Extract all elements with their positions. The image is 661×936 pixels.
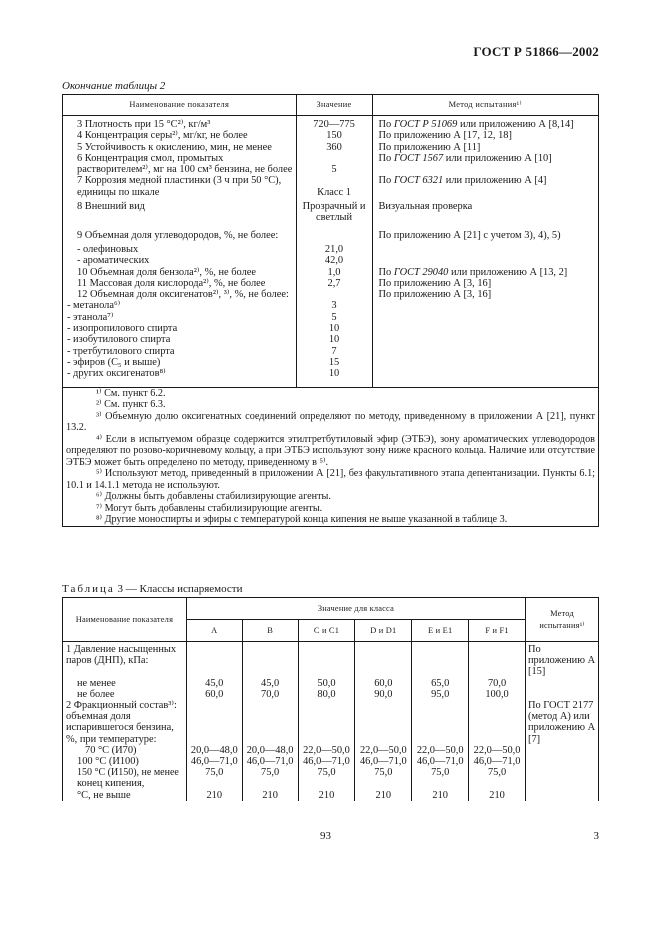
table-row: [63, 153, 599, 176]
row-value: Класс 1: [296, 175, 372, 198]
row-method: По ГОСТ 29040 или приложению А [13, 2]: [372, 267, 599, 278]
row-method: [372, 357, 599, 368]
row-name: - этанола⁷⁾: [63, 312, 297, 323]
table-row: [63, 689, 599, 700]
row-method: По ГОСТ 2177 (метод А) или приложению А [7]: [526, 700, 599, 745]
row-value: [469, 700, 526, 745]
row-value: 95,0: [412, 689, 469, 700]
row-name: - ароматических: [63, 255, 297, 266]
row-name: 4 Концентрация серы²⁾, мг/кг, не более: [63, 130, 297, 141]
row-name: конец кипения, °С, не выше: [63, 778, 187, 800]
row-name: 8 Внешний вид: [63, 198, 297, 224]
row-value: 7: [296, 346, 372, 357]
row-value: 80,0: [298, 689, 355, 700]
row-value: 21,0: [296, 241, 372, 255]
row-value: 10: [296, 368, 372, 387]
document-header: ГОСТ Р 51866—2002: [473, 44, 599, 59]
table-row: [63, 368, 599, 387]
row-value: 22,0—50,0: [355, 745, 412, 756]
row-name: - изобутилового спирта: [63, 334, 297, 345]
row-value: 22,0—50,0: [469, 745, 526, 756]
row-value: 46,0—71,0: [298, 756, 355, 767]
table-row: [63, 224, 599, 241]
row-name: 3 Плотность при 15 °С²⁾, кг/м³: [63, 116, 297, 131]
row-value: Прозрачный и светлый: [296, 198, 372, 224]
row-value: 45,0: [186, 678, 242, 689]
row-method: По ГОСТ 1567 или приложению А [10]: [372, 153, 599, 176]
row-value: 210: [242, 778, 298, 800]
row-value: 2,7: [296, 278, 372, 289]
row-method: [372, 334, 599, 345]
row-name: 1 Давление насыщенных паров (ДНП), кПа:: [63, 642, 187, 678]
row-value: [355, 642, 412, 678]
row-value: 75,0: [412, 767, 469, 778]
class-header: Е и Е1: [412, 620, 469, 642]
row-value: 15: [296, 357, 372, 368]
table2-header-method: Метод испытания¹⁾: [372, 95, 599, 116]
row-value: 75,0: [298, 767, 355, 778]
table-2: [62, 94, 599, 527]
row-value: 5: [296, 312, 372, 323]
row-name: 7 Коррозия медной пластинки (3 ч при 50 °С), единицы по шкале: [63, 175, 297, 198]
row-method: [526, 756, 599, 767]
row-method: По приложению А [21] с учетом 3), 4), 5): [372, 224, 599, 241]
row-method: По приложению А [15]: [526, 642, 599, 678]
row-value: 20,0—48,0: [186, 745, 242, 756]
row-value: 60,0: [186, 689, 242, 700]
row-value: 10: [296, 334, 372, 345]
row-method: [372, 300, 599, 311]
row-value: 360: [296, 142, 372, 153]
row-method: [372, 323, 599, 334]
row-method: [372, 255, 599, 266]
table-row: [63, 334, 599, 345]
class-header: D и D1: [355, 620, 412, 642]
footnote: ⁶⁾ Должны быть добавлены стабилизирующие агенты.: [96, 491, 331, 503]
row-method: По приложению А [3, 16]: [372, 289, 599, 300]
footnote: ²⁾ См. пункт 6.3.: [96, 399, 166, 411]
row-value: [242, 642, 298, 678]
row-value: [469, 642, 526, 678]
row-value: 70,0: [469, 678, 526, 689]
row-method: [526, 767, 599, 778]
row-value: 22,0—50,0: [298, 745, 355, 756]
row-method: [526, 778, 599, 800]
table-row: [63, 357, 599, 368]
row-value: 60,0: [355, 678, 412, 689]
table-row: [63, 278, 599, 289]
row-name: 6 Концентрация смол, промытых растворителем²⁾, мг на 100 см³ бензина, не более: [63, 153, 297, 176]
row-value: 1,0: [296, 267, 372, 278]
row-name: - третбутилового спирта: [63, 346, 297, 357]
row-method: [372, 346, 599, 357]
row-method: По приложению А [11]: [372, 142, 599, 153]
table-row: [63, 241, 599, 255]
row-value: [412, 642, 469, 678]
table-row: [63, 700, 599, 745]
row-value: 210: [355, 778, 412, 800]
table-row: [63, 175, 599, 198]
row-name: 12 Объемная доля оксигенатов²⁾, ³⁾, %, не более:: [63, 289, 297, 300]
row-value: 42,0: [296, 255, 372, 266]
row-method: По приложению А [17, 12, 18]: [372, 130, 599, 141]
row-method: Визуальная проверка: [372, 198, 599, 224]
class-header: А: [186, 620, 242, 642]
row-method: По ГОСТ 6321 или приложению А [4]: [372, 175, 599, 198]
table-row: [63, 778, 599, 800]
table2-header-name: Наименование показателя: [63, 95, 297, 116]
row-method: [372, 312, 599, 323]
row-value: 720—775: [296, 116, 372, 131]
row-value: 75,0: [186, 767, 242, 778]
page-number-center: 93: [320, 830, 331, 842]
table2-caption: Окончание таблицы 2: [62, 80, 166, 92]
row-value: 100,0: [469, 689, 526, 700]
row-value: 3: [296, 300, 372, 311]
footnote: ⁴⁾ Если в испытуемом образце содержится этилтретбутиловый эфир (ЭТБЭ), зону ароматических углеводородов определяют по розово-коричневому кольцу, а при ЭТБЭ используют зону ниже красного кольца. Наличие или отсутствие ЭТБЭ может быть определено по методу, приведенному в ⁵⁾.: [66, 433, 595, 468]
row-value: 210: [186, 778, 242, 800]
row-value: [296, 289, 372, 300]
footnote: ⁸⁾ Другие моноспирты и эфиры с температурой конца кипения не выше указанной в таблице 3.: [96, 514, 508, 526]
row-name: 11 Массовая доля кислорода²⁾, %, не более: [63, 278, 297, 289]
table-row: [63, 267, 599, 278]
row-value: [186, 642, 242, 678]
page-number-right: 3: [593, 830, 599, 842]
table-row: [63, 312, 599, 323]
row-value: [355, 700, 412, 745]
row-name: - метанола⁶⁾: [63, 300, 297, 311]
row-name: 5 Устойчивость к окислению, мин, не менее: [63, 142, 297, 153]
row-method: [526, 689, 599, 700]
row-method: [526, 678, 599, 689]
row-name: - олефиновых: [63, 241, 297, 255]
table-row: [63, 289, 599, 300]
row-value: 70,0: [242, 689, 298, 700]
row-name: не менее: [63, 678, 187, 689]
row-value: 20,0—48,0: [242, 745, 298, 756]
row-name: 150 °С (И150), не менее: [63, 767, 187, 778]
table-row: [63, 198, 599, 224]
table-row: [63, 767, 599, 778]
row-value: 46,0—71,0: [242, 756, 298, 767]
table-row: [63, 300, 599, 311]
row-value: 210: [412, 778, 469, 800]
class-header: F и F1: [469, 620, 526, 642]
table-row: [63, 678, 599, 689]
row-value: 46,0—71,0: [412, 756, 469, 767]
table-row: [63, 142, 599, 153]
row-value: [412, 700, 469, 745]
row-name: не более: [63, 689, 187, 700]
table-row: [63, 323, 599, 334]
row-value: 75,0: [355, 767, 412, 778]
row-name: 9 Объемная доля углеводородов, %, не более:: [63, 224, 297, 241]
table3-caption: Таблица 3 — Классы испаряемости: [62, 583, 243, 595]
row-value: 65,0: [412, 678, 469, 689]
row-method: [372, 241, 599, 255]
table2-footnotes-row: [63, 387, 599, 526]
row-method: [526, 745, 599, 756]
row-value: 210: [469, 778, 526, 800]
row-method: По приложению А [3, 16]: [372, 278, 599, 289]
row-value: 150: [296, 130, 372, 141]
row-name: 70 °С (И70): [63, 745, 187, 756]
class-header: В: [242, 620, 298, 642]
row-value: 50,0: [298, 678, 355, 689]
row-name: - изопропилового спирта: [63, 323, 297, 334]
footnote: ⁵⁾ Используют метод, приведенный в приложении А [21], без факультативного этапа депентанизации. Пункты 6.1; 10.1 и 14.1.1 метода не используют.: [66, 468, 595, 491]
row-name: 10 Объемная доля бензола²⁾, %, не более: [63, 267, 297, 278]
table-row: [63, 642, 599, 678]
row-value: 75,0: [242, 767, 298, 778]
table-row: [63, 255, 599, 266]
row-method: [372, 368, 599, 387]
row-value: 10: [296, 323, 372, 334]
table-3: [62, 597, 599, 801]
row-value: 90,0: [355, 689, 412, 700]
table-row: [63, 745, 599, 756]
table3-header-group: Значение для класса: [186, 598, 525, 620]
row-value: [186, 700, 242, 745]
table2-footnotes: [63, 387, 599, 526]
row-value: [298, 700, 355, 745]
row-value: 45,0: [242, 678, 298, 689]
row-name: - других оксигенатов⁸⁾: [63, 368, 297, 387]
row-name: 2 Фракционный состав³⁾: объемная доля испарившегося бензина, %, при температуре:: [63, 700, 187, 745]
table-row: [63, 116, 599, 131]
row-name: - эфиров (С₅ и выше): [63, 357, 297, 368]
class-header: С и С1: [298, 620, 355, 642]
footnote: ¹⁾ См. пункт 6.2.: [96, 387, 166, 399]
footnote: ³⁾ Объемную долю оксигенатных соединений определяют по методу, приведенному в приложении А [21], пункт 13.2.: [66, 410, 595, 434]
table3-header-method: Метод испытания¹⁾: [526, 598, 599, 642]
row-value: [298, 642, 355, 678]
footnote: ⁷⁾ Могут быть добавлены стабилизирующие агенты.: [96, 502, 323, 514]
row-value: 210: [298, 778, 355, 800]
table-row: [63, 130, 599, 141]
row-name: 100 °С (И100): [63, 756, 187, 767]
table-row: [63, 346, 599, 357]
row-value: 75,0: [469, 767, 526, 778]
row-method: По ГОСТ Р 51069 или приложению А [8,14]: [372, 116, 599, 131]
row-value: 22,0—50,0: [412, 745, 469, 756]
row-value: 46,0—71,0: [469, 756, 526, 767]
row-value: [242, 700, 298, 745]
table-row: [63, 756, 599, 767]
table2-header-value: Значение: [296, 95, 372, 116]
table3-header-name: Наименование показателя: [63, 598, 187, 642]
row-value: [296, 224, 372, 241]
row-value: 46,0—71,0: [186, 756, 242, 767]
row-value: 46,0—71,0: [355, 756, 412, 767]
row-value: 5: [296, 153, 372, 176]
